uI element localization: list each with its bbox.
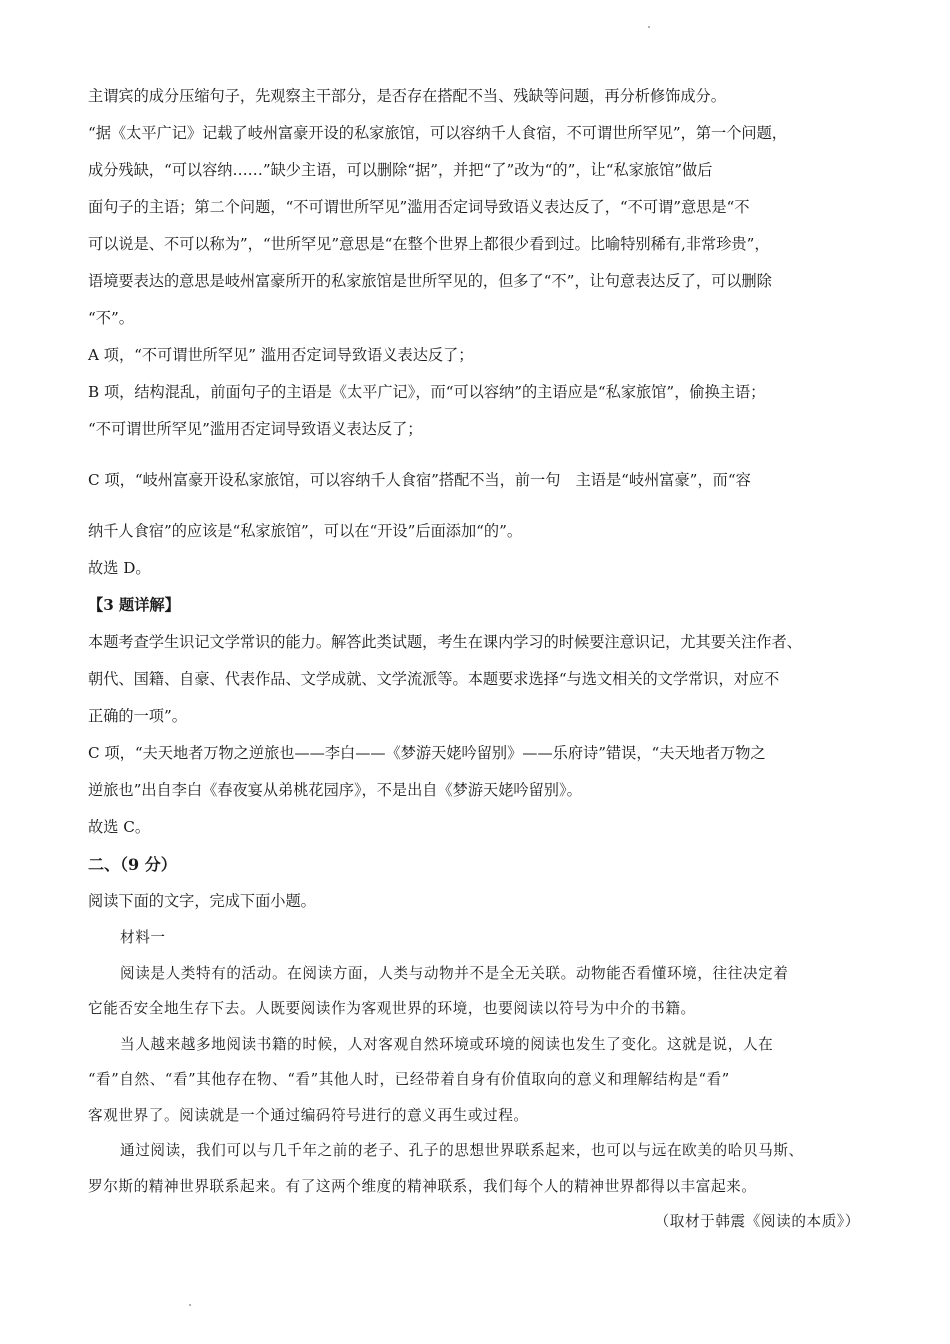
- option-b-analysis: “不可谓世所罕见”滥用否定词导致语义表达反了；: [88, 420, 423, 438]
- answer-q3: 故选 C。: [88, 818, 151, 836]
- material-paragraph-line: “看”自然、“看”其他存在物、“看”其他人时，已经带着自身有价值取向的意义和理解结构是“看”: [88, 1071, 730, 1088]
- material-paragraph-line: 客观世界了。阅读就是一个通过编码符号进行的意义再生或过程。: [88, 1106, 529, 1124]
- material-label: 材料一: [120, 929, 166, 946]
- page-mark-top: [648, 26, 650, 28]
- option-a-analysis: A 项，“不可谓世所罕见” 滥用否定词导致语义表达反了；: [88, 346, 474, 364]
- section-instruction: 阅读下面的文字，完成下面小题。: [88, 892, 316, 910]
- material-paragraph-line: 当人越来越多地阅读书籍的时候，人对客观自然环境或环境的阅读也发生了变化。这就是说，人在: [120, 1035, 774, 1053]
- material-paragraph-line: 它能否安全地生存下去。人既要阅读作为客观世界的环境，也要阅读以符号为中介的书籍。: [88, 1000, 696, 1017]
- analysis-line: 正确的一项”。: [88, 707, 187, 725]
- document-body: [88, 78, 870, 1240]
- material-paragraph-line: 阅读是人类特有的活动。在阅读方面，人类与动物并不是全无关联。动物能否看懂环境，往往决定着: [120, 964, 789, 982]
- analysis-line: 面句子的主语；第二个问题，“不可谓世所罕见”滥用否定词导致语义表达反了，“不可谓”意思是“不: [88, 198, 750, 216]
- analysis-line: C 项，“夫天地者万物之逆旅也——李白——《梦游天姥吟留别》——乐府诗”错误，“夫天地者万物之: [88, 744, 766, 762]
- analysis-line: 本题考查学生识记文学常识的能力。解答此类试题，考生在课内学习的时候要注意识记，尤其要关注作者、: [88, 633, 802, 651]
- section-heading: 二、（9 分）: [88, 855, 177, 874]
- analysis-line: 朝代、国籍、自豪、代表作品、文学成就、文学流派等。本题要求选择“与选文相关的文学常识，对应不: [88, 670, 780, 688]
- page-mark-bottom: [189, 1304, 191, 1306]
- material-paragraph-line: 罗尔斯的精神世界联系起来。有了这两个维度的精神联系，我们每个人的精神世界都得以丰富起来。: [88, 1177, 757, 1195]
- option-c-analysis: 纳千人食宿”的应该是“私家旅馆”，可以在“开设”后面添加“的”。: [88, 522, 523, 540]
- analysis-line: 逆旅也”出自李白《春夜宴从弟桃花园序》，不是出自《梦游天姥吟留别》。: [88, 781, 582, 799]
- q3-detail-title: 【3 题详解】: [88, 596, 180, 614]
- answer-q2: 故选 D。: [88, 559, 151, 577]
- analysis-line: 语境要表达的意思是岐州富豪所开的私家旅馆是世所罕见的，但多了“不”，让句意表达反了，可以删除: [88, 272, 772, 290]
- material-source: （取材于韩震《阅读的本质》）: [654, 1213, 860, 1230]
- material-paragraph-line: 通过阅读，我们可以与几千年之前的老子、孔子的思想世界联系起来，也可以与远在欧美的哈贝马斯、: [120, 1142, 804, 1159]
- option-b-analysis: B 项，结构混乱，前面句子的主语是《太平广记》，而“可以容纳”的主语应是“私家旅馆”，偷换主语；: [88, 383, 766, 401]
- analysis-line: “不”。: [88, 309, 134, 327]
- option-c-analysis: C 项，“岐州富豪开设私家旅馆，可以容纳千人食宿”搭配不当，前一句 主语是“岐州富豪”，而“容: [88, 471, 751, 489]
- analysis-line: 主谓宾的成分压缩句子，先观察主干部分，是否存在搭配不当、残缺等问题，再分析修饰成分。: [88, 87, 726, 105]
- analysis-line: 成分残缺，“可以容纳……”缺少主语，可以删除“据”，并把“了”改为“的”，让“私家旅馆”做后: [88, 161, 713, 179]
- analysis-line: “据《太平广记》记载了岐州富豪开设的私家旅馆，可以容纳千人食宿，不可谓世所罕见”，第一个问题，: [88, 124, 787, 142]
- analysis-line: 可以说是、不可以称为”，“世所罕见”意思是“在整个世界上都很少看到过。比喻特别稀有,非常珍贵”，: [88, 235, 770, 253]
